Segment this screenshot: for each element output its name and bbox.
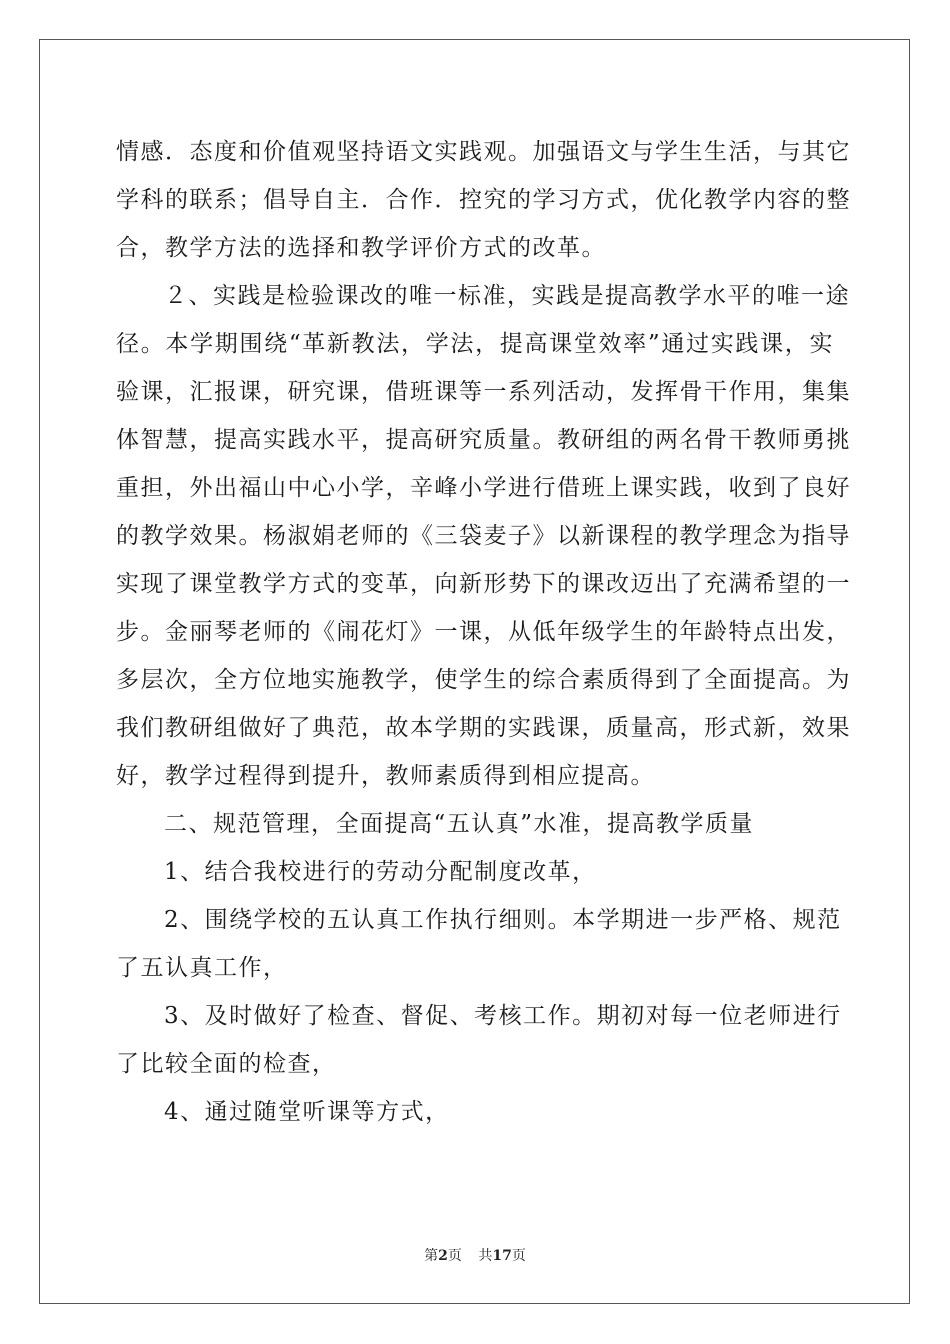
text-line: 多层次，全方位地实施教学，使学生的综合素质得到了全面提高。为: [116, 667, 851, 693]
text-line: 验课，汇报课，研究课，借班课等一系列活动，发挥骨干作用，集集: [116, 379, 851, 405]
text-line: 4、通过随堂听课等方式，: [164, 1099, 450, 1125]
text-line: 体智慧，提高实践水平，提高研究质量。教研组的两名骨干教师勇挑: [116, 427, 851, 453]
text-line: 3、及时做好了检查、督促、考核工作。期初对每一位老师进行: [164, 1003, 842, 1029]
text-line: 径。本学期围绕“革新教法，学法，提高课堂效率”通过实践课，实: [116, 331, 834, 357]
text-line: 了五认真工作，: [116, 955, 288, 981]
text-line: 的教学效果。杨淑娟老师的《三袋麦子》以新课程的教学理念为指导: [116, 523, 851, 549]
text-line: ２、实践是检验课改的唯一标准，实践是提高教学水平的唯一途: [164, 283, 850, 309]
text-line: 情感．态度和价值观坚持语文实践观。加强语文与学生生活，与其它: [116, 139, 851, 165]
page-footer: [0, 1245, 950, 1265]
total-pages-indicator: 共17页: [478, 1248, 526, 1264]
text-line: 1、结合我校进行的劳动分配制度改革，: [164, 859, 597, 885]
text-line: 合，教学方法的选择和教学评价方式的改革。: [116, 235, 606, 261]
text-line: 我们教研组做好了典范，故本学期的实践课，质量高，形式新，效果: [116, 715, 851, 741]
text-line: 学科的联系；倡导自主．合作．控究的学习方式，优化教学内容的整: [116, 187, 851, 213]
page-indicator: 第2页: [424, 1248, 462, 1264]
text-line: 重担，外出福山中心小学，辛峰小学进行借班上课实践，收到了良好: [116, 475, 851, 501]
text-line: 步。金丽琴老师的《闹花灯》一课，从低年级学生的年龄特点出发，: [116, 619, 851, 645]
section-heading: 二、规范管理，全面提高“五认真”水准，提高教学质量: [164, 811, 755, 837]
document-body: [116, 128, 851, 1136]
text-line: 了比较全面的检查，: [116, 1051, 337, 1077]
text-line: 好，教学过程得到提升，教师素质得到相应提高。: [116, 763, 655, 789]
text-line: 2、围绕学校的五认真工作执行细则。本学期进一步严格、规范: [164, 907, 842, 933]
text-line: 实现了课堂教学方式的变革，向新形势下的课改迈出了充满希望的一: [116, 571, 851, 597]
